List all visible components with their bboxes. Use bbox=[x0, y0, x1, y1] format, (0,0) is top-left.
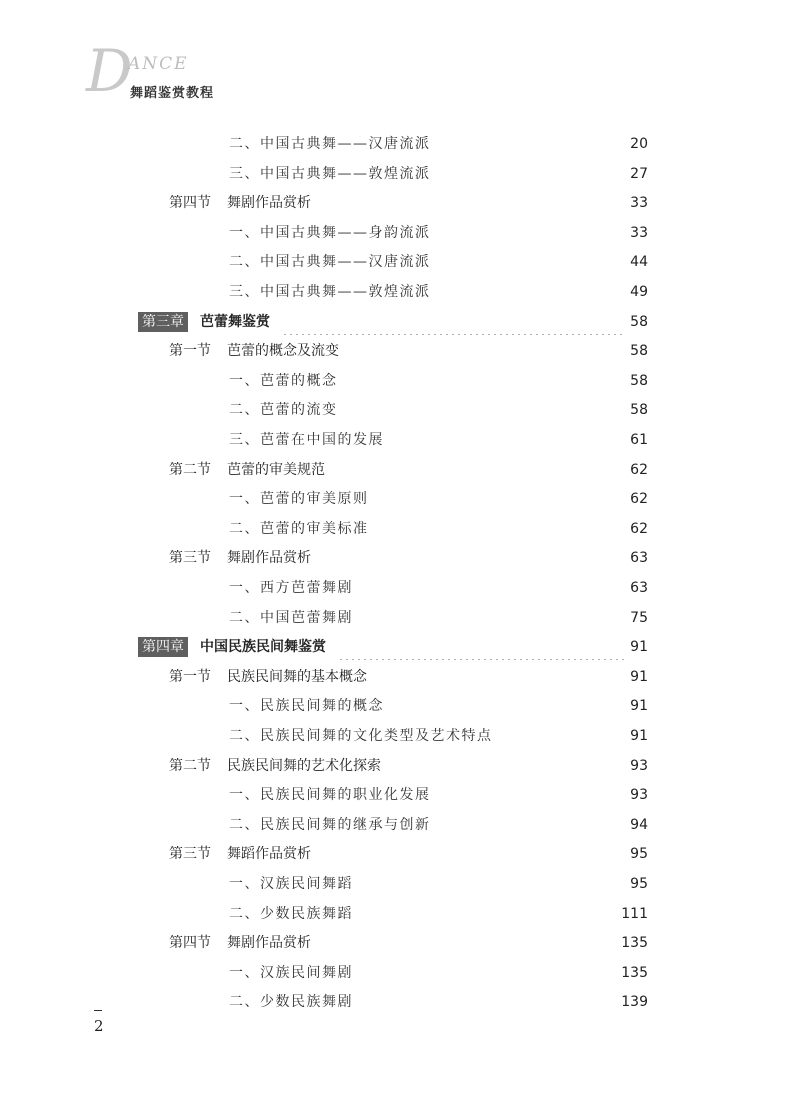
toc-entry-section[interactable] bbox=[169, 664, 648, 690]
chapter-number-tag: 第三章 bbox=[138, 312, 188, 332]
toc-entry-title: 一、民族民间舞的概念 bbox=[229, 698, 384, 715]
dot-leader bbox=[365, 871, 626, 897]
dot-leader bbox=[282, 309, 626, 335]
toc-entry-label bbox=[229, 901, 353, 927]
dot-leader bbox=[365, 575, 626, 601]
toc-entry-sub[interactable] bbox=[229, 782, 648, 808]
toc-page-number: 58 bbox=[630, 343, 648, 360]
toc-entry-sub[interactable] bbox=[229, 901, 648, 927]
dot-leader bbox=[365, 901, 617, 927]
toc-page-number: 49 bbox=[630, 284, 648, 300]
toc-page-number: 58 bbox=[630, 402, 648, 419]
logo-text: ANCE bbox=[128, 54, 189, 74]
dot-leader bbox=[443, 812, 627, 838]
dot-leader bbox=[505, 723, 627, 749]
toc-entry-sub[interactable] bbox=[229, 131, 648, 157]
toc-entry-label bbox=[169, 753, 381, 779]
section-number: 第四节 bbox=[169, 935, 211, 952]
toc-entry-chapter[interactable] bbox=[138, 309, 648, 335]
toc-entry-section[interactable] bbox=[169, 930, 648, 956]
toc-page-number: 33 bbox=[630, 195, 648, 212]
toc-entry-label bbox=[229, 397, 338, 423]
toc-entry-sub[interactable] bbox=[229, 605, 648, 631]
toc-page-number: 62 bbox=[630, 461, 648, 478]
section-number: 第一节 bbox=[169, 343, 211, 360]
toc-page-number: 111 bbox=[621, 905, 648, 922]
dot-leader bbox=[381, 516, 627, 542]
dot-leader bbox=[379, 664, 626, 690]
toc-entry-title: 二、少数民族舞蹈 bbox=[229, 905, 353, 922]
toc-entry-sub[interactable] bbox=[229, 279, 648, 305]
dot-leader bbox=[443, 131, 627, 157]
toc-entry-section[interactable] bbox=[169, 753, 648, 779]
toc-page-number: 94 bbox=[630, 816, 648, 833]
section-number: 第一节 bbox=[169, 668, 211, 685]
toc-page-number: 58 bbox=[630, 313, 648, 330]
toc-page-number: 75 bbox=[630, 609, 648, 626]
logo-letter: D bbox=[86, 37, 133, 105]
book-title: 舞蹈鉴赏教程 bbox=[130, 86, 215, 101]
toc-entry-label bbox=[229, 693, 384, 719]
page-footer bbox=[94, 1010, 104, 1035]
toc-entry-label bbox=[229, 368, 338, 394]
toc-entry-title: 一、西方芭蕾舞剧 bbox=[229, 580, 353, 596]
toc-entry-label bbox=[229, 249, 431, 275]
section-number: 第二节 bbox=[169, 461, 211, 478]
toc-page-number: 44 bbox=[630, 254, 648, 271]
toc-entry-label bbox=[169, 664, 367, 690]
toc-entry-title: 舞剧作品赏析 bbox=[227, 550, 311, 567]
toc-entry-label bbox=[169, 457, 325, 483]
toc-page-number: 91 bbox=[630, 668, 648, 685]
toc-entry-section[interactable] bbox=[169, 545, 648, 571]
toc-entry-title: 民族民间舞的基本概念 bbox=[227, 668, 367, 685]
toc-page-number: 95 bbox=[630, 876, 648, 892]
toc-entry-label bbox=[229, 516, 369, 542]
toc-page-number: 91 bbox=[630, 639, 648, 656]
toc-entry-label bbox=[229, 131, 431, 157]
toc-entry-title: 二、少数民族舞剧 bbox=[229, 994, 353, 1011]
dot-leader bbox=[365, 989, 617, 1015]
toc-entry-sub[interactable] bbox=[229, 693, 648, 719]
dot-leader bbox=[338, 634, 626, 660]
toc-entry-label bbox=[229, 161, 431, 187]
toc-page-number: 139 bbox=[621, 994, 648, 1011]
toc-entry-sub[interactable] bbox=[229, 397, 648, 423]
toc-entry-sub[interactable] bbox=[229, 368, 648, 394]
toc-entry-label bbox=[138, 634, 326, 660]
toc-entry-title: 一、中国古典舞——身韵流派 bbox=[229, 224, 431, 241]
toc-page-number: 91 bbox=[630, 698, 648, 715]
toc-entry-label bbox=[229, 575, 353, 601]
toc-entry-sub[interactable] bbox=[229, 516, 648, 542]
toc-entry-label bbox=[229, 782, 431, 808]
toc-entry-title: 芭蕾的概念及流变 bbox=[227, 343, 339, 360]
toc-entry-title: 二、中国芭蕾舞剧 bbox=[229, 609, 353, 626]
toc-entry-label bbox=[229, 486, 369, 512]
dot-leader bbox=[443, 279, 627, 305]
toc-entry-title: 舞剧作品赏析 bbox=[227, 935, 311, 952]
dot-leader bbox=[323, 841, 626, 867]
dot-leader bbox=[443, 161, 627, 187]
toc-page-number: 135 bbox=[621, 935, 648, 952]
dot-leader bbox=[443, 249, 627, 275]
toc-entry-title: 一、芭蕾的审美原则 bbox=[229, 491, 369, 508]
toc-entry-title: 民族民间舞的艺术化探索 bbox=[227, 757, 381, 774]
toc-entry-label bbox=[229, 279, 431, 305]
toc-entry-label bbox=[169, 338, 339, 364]
dot-leader bbox=[323, 545, 626, 571]
toc-entry-sub[interactable] bbox=[229, 427, 648, 453]
toc-entry-sub[interactable] bbox=[229, 249, 648, 275]
toc-entry-sub[interactable] bbox=[229, 161, 648, 187]
toc-entry-label bbox=[229, 723, 493, 749]
toc-page-number: 58 bbox=[630, 372, 648, 389]
toc-entry-label bbox=[138, 309, 270, 335]
dot-leader bbox=[365, 605, 626, 631]
toc-page-number: 95 bbox=[630, 846, 648, 863]
dot-leader bbox=[350, 368, 627, 394]
toc-page-number: 63 bbox=[630, 580, 648, 596]
toc-entry-title: 一、民族民间舞的职业化发展 bbox=[229, 787, 431, 804]
toc-entry-title: 二、芭蕾的流变 bbox=[229, 402, 338, 419]
toc-entry-title: 芭蕾的审美规范 bbox=[227, 461, 325, 478]
dot-leader bbox=[396, 693, 626, 719]
toc-page-number: 61 bbox=[630, 432, 648, 448]
toc-entry-label bbox=[229, 871, 353, 897]
footer-rule bbox=[94, 1010, 102, 1011]
toc-entry-section[interactable] bbox=[169, 338, 648, 364]
toc-entry-title: 二、中国古典舞——汉唐流派 bbox=[229, 254, 431, 271]
toc-entry-label bbox=[169, 545, 311, 571]
toc-entry-label bbox=[169, 930, 311, 956]
dot-leader bbox=[337, 457, 626, 483]
dot-leader bbox=[393, 753, 626, 779]
toc-entry-label bbox=[169, 190, 311, 216]
toc-entry-label bbox=[229, 427, 384, 453]
toc-entry-title: 二、民族民间舞的继承与创新 bbox=[229, 816, 431, 833]
toc-entry-sub[interactable] bbox=[229, 220, 648, 246]
toc-page-number: 91 bbox=[630, 728, 648, 744]
toc-entry-label bbox=[169, 841, 311, 867]
toc-entry-section[interactable] bbox=[169, 190, 648, 216]
dot-leader bbox=[443, 782, 627, 808]
toc-entry-label bbox=[229, 220, 431, 246]
toc-entry-sub[interactable] bbox=[229, 960, 648, 986]
toc-entry-title: 中国民族民间舞鉴赏 bbox=[200, 639, 326, 656]
toc-entry-title: 芭蕾舞鉴赏 bbox=[200, 313, 270, 330]
dot-leader bbox=[365, 960, 617, 986]
page-number: 2 bbox=[94, 1017, 104, 1035]
toc-entry-title: 一、汉族民间舞剧 bbox=[229, 964, 353, 981]
toc-page-number: 62 bbox=[630, 520, 648, 537]
toc-entry-section[interactable] bbox=[169, 457, 648, 483]
toc-entry-title: 三、中国古典舞——敦煌流派 bbox=[229, 284, 431, 300]
section-number: 第二节 bbox=[169, 757, 211, 774]
toc-entry-title: 一、汉族民间舞蹈 bbox=[229, 876, 353, 892]
toc-entry-title: 二、芭蕾的审美标准 bbox=[229, 520, 369, 537]
toc-entry-section[interactable] bbox=[169, 841, 648, 867]
toc-entry-sub[interactable] bbox=[229, 723, 648, 749]
toc-entry-title: 三、中国古典舞——敦煌流派 bbox=[229, 165, 431, 182]
toc-entry-title: 二、民族民间舞的文化类型及艺术特点 bbox=[229, 728, 493, 744]
toc-page-number: 20 bbox=[630, 136, 648, 152]
toc-entry-sub[interactable] bbox=[229, 486, 648, 512]
toc-entry-title: 舞蹈作品赏析 bbox=[227, 846, 311, 863]
toc-entry-title: 二、中国古典舞——汉唐流派 bbox=[229, 136, 431, 152]
toc-page-number: 93 bbox=[630, 757, 648, 774]
toc-entry-sub[interactable] bbox=[229, 575, 648, 601]
dot-leader bbox=[396, 427, 626, 453]
dot-leader bbox=[350, 397, 627, 423]
toc-page-number: 63 bbox=[630, 550, 648, 567]
toc-page-number: 135 bbox=[621, 964, 648, 981]
section-number: 第四节 bbox=[169, 195, 211, 212]
toc-entry-chapter[interactable] bbox=[138, 634, 648, 660]
toc-entry-sub[interactable] bbox=[229, 871, 648, 897]
toc-entry-title: 一、芭蕾的概念 bbox=[229, 372, 338, 389]
toc-page-number: 62 bbox=[630, 491, 648, 508]
dot-leader bbox=[443, 220, 627, 246]
dot-leader bbox=[351, 338, 626, 364]
toc-page-number: 27 bbox=[630, 165, 648, 182]
toc-entry-title: 舞剧作品赏析 bbox=[227, 195, 311, 212]
toc-page-number: 93 bbox=[630, 787, 648, 804]
toc-entry-sub[interactable] bbox=[229, 989, 648, 1015]
toc-entry-label bbox=[229, 812, 431, 838]
toc-entry-sub[interactable] bbox=[229, 812, 648, 838]
section-number: 第三节 bbox=[169, 846, 211, 863]
toc-entry-title: 三、芭蕾在中国的发展 bbox=[229, 432, 384, 448]
section-number: 第三节 bbox=[169, 550, 211, 567]
dot-leader bbox=[381, 486, 627, 512]
toc-entry-label bbox=[229, 960, 353, 986]
chapter-number-tag: 第四章 bbox=[138, 637, 188, 657]
dot-leader bbox=[323, 190, 626, 216]
book-logo bbox=[86, 37, 226, 110]
toc-entry-label bbox=[229, 605, 353, 631]
toc-page-number: 33 bbox=[630, 224, 648, 241]
toc-entry-label bbox=[229, 989, 353, 1015]
dot-leader bbox=[323, 930, 617, 956]
